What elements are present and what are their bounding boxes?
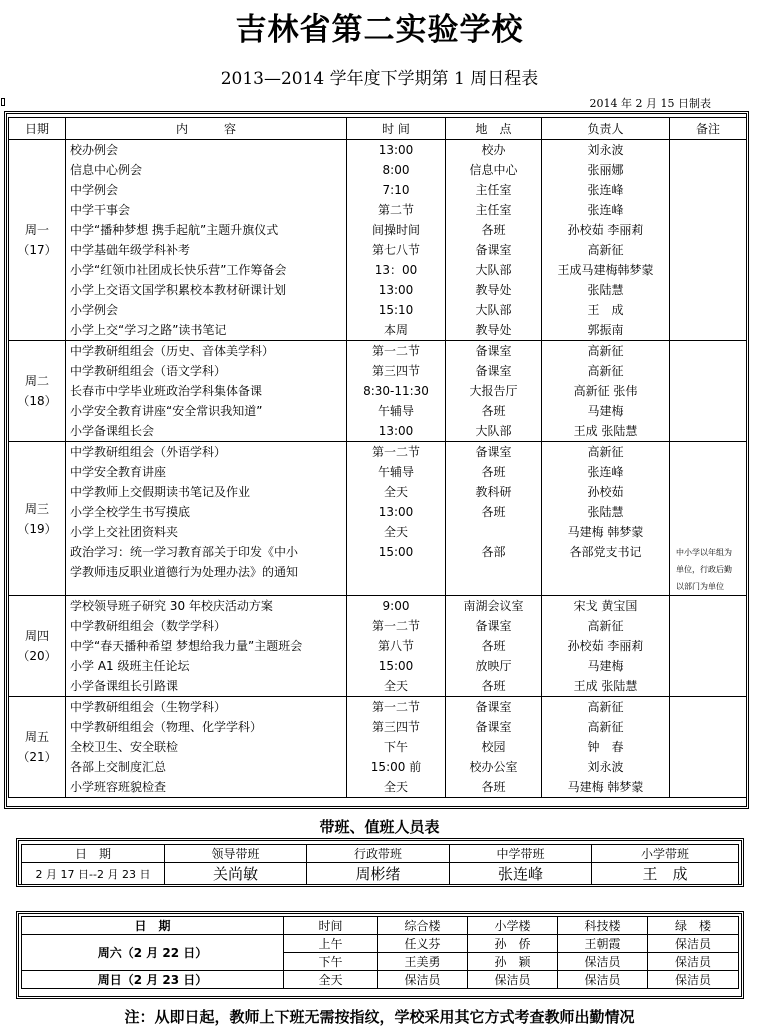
- item-content: 小学安全教育讲座“安全常识我知道”: [70, 404, 263, 418]
- item-person: 高新征: [587, 720, 624, 734]
- wk-sat-pm-zonghe: 王美勇: [378, 953, 468, 971]
- item-person: 钟 春: [587, 740, 624, 754]
- wk-sun-primary: 保洁员: [468, 971, 558, 989]
- item-content: 小学 A1 级班主任论坛: [70, 659, 190, 673]
- item-content: 小学备课组长引路课: [70, 679, 179, 693]
- day-row: [9, 341, 747, 442]
- day-name: 周四: [24, 629, 49, 643]
- col-place-cell: [446, 442, 542, 596]
- item-place: 备课室: [475, 445, 512, 459]
- item-person: 孙校茹 李丽莉: [567, 223, 644, 237]
- day-cell: [9, 596, 66, 697]
- duty-col-middle: 中学带班: [450, 845, 592, 863]
- item-content: 小学班容班貌检查: [70, 780, 167, 794]
- item-person: 张连峰: [587, 465, 624, 479]
- duty-leader: 关尚敏: [165, 863, 307, 885]
- item-time: 第二节: [377, 203, 414, 217]
- item-time: 午辅导: [377, 465, 414, 479]
- item-person: 王成 张陆慧: [573, 679, 638, 693]
- item-person: 高新征: [587, 445, 624, 459]
- wk-col-zonghe: 综合楼: [378, 917, 468, 935]
- item-time: 午辅导: [377, 404, 414, 418]
- item-person: 高新征: [587, 344, 624, 358]
- col-place-cell: [446, 341, 542, 442]
- wk-sun-green: 保洁员: [648, 971, 739, 989]
- item-content: 政治学习：统一学习教育部关于印发《中小: [70, 545, 299, 559]
- item-person: 高新征 张伟: [573, 384, 638, 398]
- item-person: 高新征: [587, 700, 624, 714]
- item-person: 孙校茹 李丽莉: [567, 639, 644, 653]
- day-number: （21）: [17, 750, 57, 764]
- col-content-cell: [66, 341, 347, 442]
- weekend-sat-am-row: [22, 935, 739, 953]
- item-place: 备课室: [475, 344, 512, 358]
- col-time-cell: [347, 596, 446, 697]
- item-content: 小学上交社团资料夹: [70, 525, 179, 539]
- margin-marker: [1, 98, 5, 106]
- item-content: 中学“播种梦想 携手起航”主题升旗仪式: [70, 223, 279, 237]
- remark-cell: [670, 140, 747, 341]
- item-person: 张丽娜: [587, 163, 624, 177]
- item-place: 大报告厅: [469, 384, 518, 398]
- item-content: 中学安全教育讲座: [70, 465, 167, 479]
- remark-cell: [670, 442, 747, 596]
- item-content: 中学教研组组会（生物学科）: [70, 700, 227, 714]
- item-time: 第一二节: [371, 619, 420, 633]
- wk-sat-pm-tech: 保洁员: [558, 953, 648, 971]
- day-cell: [9, 697, 66, 798]
- item-place: 备课室: [475, 720, 512, 734]
- made-on-date: 2014 年 2 月 15 日制表: [589, 97, 711, 110]
- day-cell: [9, 442, 66, 596]
- wk-sun-time: 全天: [284, 971, 378, 989]
- page-title: 吉林省第二实验学校: [235, 12, 524, 48]
- item-time: 第一二节: [371, 700, 420, 714]
- duty-header-row: [22, 845, 739, 863]
- wk-sat-pm-primary: 孙 颖: [468, 953, 558, 971]
- col-person-cell: [542, 140, 670, 341]
- day-name: 周五: [24, 730, 49, 744]
- item-content: 校办例会: [70, 143, 119, 157]
- item-content: 长春市中学毕业班政治学科集体备课: [70, 384, 263, 398]
- item-place: 备课室: [475, 243, 512, 257]
- col-content-cell: [66, 442, 347, 596]
- remark-cell: [670, 341, 747, 442]
- item-person: 各部党支书记: [569, 545, 642, 559]
- item-person: 马建梅 韩梦蒙: [567, 525, 644, 539]
- item-time: 第一二节: [371, 344, 420, 358]
- item-place: 各班: [481, 465, 506, 479]
- duty-table: [21, 844, 739, 885]
- item-time: [347, 562, 445, 582]
- day-name: 周三: [24, 501, 49, 516]
- item-content: 小学全校学生书写摸底: [70, 505, 191, 519]
- item-time: 全天: [383, 485, 408, 499]
- item-person: 刘永波: [587, 143, 624, 157]
- item-place: 各部: [481, 545, 506, 559]
- remark-line: 以部门为单位: [676, 582, 724, 591]
- item-content: 小学例会: [70, 303, 119, 317]
- item-time: 15:00 前: [370, 760, 422, 774]
- remark-line: 中小学以年组为: [676, 548, 732, 557]
- item-person: 张连峰: [587, 183, 624, 197]
- day-number: （20）: [17, 649, 57, 663]
- col-content-cell: [66, 140, 347, 341]
- item-person: 张陆慧: [587, 283, 624, 297]
- day-cell: [9, 341, 66, 442]
- item-place: 主任室: [475, 203, 512, 217]
- item-place: 校园: [481, 740, 506, 754]
- wk-sat-am-tech: 王朝霞: [558, 935, 648, 953]
- col-content-cell: [66, 596, 347, 697]
- item-time: 7:10: [382, 183, 410, 197]
- day-row: [9, 596, 747, 697]
- item-content: 中学干事会: [70, 203, 131, 217]
- duty-col-admin: 行政带班: [307, 845, 450, 863]
- item-time: 本周: [383, 323, 408, 337]
- item-place: 各班: [481, 780, 506, 794]
- item-content: 小学备课组长会: [70, 424, 155, 438]
- item-person: 刘永波: [587, 760, 624, 774]
- wk-col-time: 时间: [284, 917, 378, 935]
- item-place: 各班: [481, 505, 506, 519]
- item-content: 全校卫生、安全联检: [70, 740, 179, 754]
- item-person: 马建梅: [587, 404, 624, 418]
- weekend-sun-row: [22, 971, 739, 989]
- col-place-cell: [446, 697, 542, 798]
- duty-col-primary: 小学带班: [592, 845, 739, 863]
- item-place: 校办: [481, 143, 506, 157]
- wk-sat-am-zonghe: 任义芬: [378, 935, 468, 953]
- col-date: 日期: [9, 118, 66, 140]
- remark-line: 单位，行政后勤: [676, 565, 732, 574]
- item-place: 各班: [481, 679, 506, 693]
- wk-col-date: 日 期: [22, 917, 284, 935]
- col-time-cell: [347, 140, 446, 341]
- item-content: 学校领导班子研究 30 年校庆活动方案: [70, 599, 273, 613]
- col-time-cell: [347, 442, 446, 596]
- wk-sun-tech: 保洁员: [558, 971, 648, 989]
- col-content: 内 容: [66, 118, 347, 140]
- col-place-cell: [446, 140, 542, 341]
- day-number: （17）: [17, 243, 57, 257]
- item-place: 大队部: [475, 303, 512, 317]
- item-time: 13：00: [374, 263, 418, 277]
- col-time-cell: [347, 341, 446, 442]
- wk-sun-label: 周日（2 月 23 日）: [22, 971, 284, 989]
- col-time-cell: [347, 697, 446, 798]
- duty-row: [22, 863, 739, 885]
- remark-cell: [670, 596, 747, 697]
- wk-sat-pm-green: 保洁员: [648, 953, 739, 971]
- item-place: [446, 562, 541, 582]
- item-time: 第三四节: [371, 720, 420, 734]
- item-place: 教导处: [475, 283, 512, 297]
- col-place-cell: [446, 596, 542, 697]
- item-time: 第一二节: [371, 445, 420, 459]
- item-content: 小学“红领巾社团成长快乐营”工作筹备会: [70, 263, 287, 277]
- weekly-schedule-table: [8, 117, 747, 798]
- day-name: 周一: [24, 223, 49, 237]
- item-content: 中学教研组组会（数学学科）: [70, 619, 227, 633]
- item-place: 校办公室: [469, 760, 518, 774]
- item-content: 小学上交“学习之路”读书笔记: [70, 323, 227, 337]
- item-content: 中学教研组组会（历史、音体美学科）: [70, 344, 275, 358]
- item-place: 教科研: [475, 485, 512, 499]
- day-number: （18）: [17, 394, 57, 408]
- item-place: 备课室: [475, 700, 512, 714]
- item-time: 15:00: [378, 545, 414, 559]
- day-number: （19）: [17, 521, 57, 536]
- item-person: 王成 张陆慧: [573, 424, 638, 438]
- duty-col-leader: 领导带班: [165, 845, 307, 863]
- item-place: 备课室: [475, 619, 512, 633]
- day-row: [9, 697, 747, 798]
- item-place: 南湖会议室: [463, 599, 524, 613]
- item-time: 第三四节: [371, 364, 420, 378]
- col-person-cell: [542, 341, 670, 442]
- item-time: 13:00: [378, 505, 414, 519]
- item-person: 高新征: [587, 364, 624, 378]
- weekend-table: [21, 916, 739, 989]
- item-place: 教导处: [475, 323, 512, 337]
- item-person: 马建梅 韩梦蒙: [567, 780, 644, 794]
- wk-col-tech: 科技楼: [558, 917, 648, 935]
- item-place: [446, 522, 541, 542]
- item-content: 信息中心例会: [70, 163, 143, 177]
- item-time: 13:00: [378, 143, 414, 157]
- page-subtitle: 2013—2014 学年度下学期第 1 周日程表: [220, 69, 539, 89]
- item-place: 放映厅: [475, 659, 512, 673]
- item-place: 大队部: [475, 424, 512, 438]
- item-content: 中学教研组组会（物理、化学学科）: [70, 720, 263, 734]
- day-cell: [9, 140, 66, 341]
- day-name: 周二: [24, 374, 49, 388]
- item-person: 马建梅: [587, 659, 624, 673]
- item-person: 宋戈 黄宝国: [573, 599, 638, 613]
- item-person: 高新征: [587, 243, 624, 257]
- item-person: 王成马建梅韩梦蒙: [557, 263, 654, 277]
- item-content: 中学教师上交假期读书笔记及作业: [70, 485, 251, 499]
- col-person-cell: [542, 596, 670, 697]
- item-place: 大队部: [475, 263, 512, 277]
- item-content: 中学基础年级学科补考: [70, 243, 191, 257]
- col-person-cell: [542, 442, 670, 596]
- duty-date: 2 月 17 日--2 月 23 日: [22, 863, 165, 885]
- item-place: 信息中心: [469, 163, 518, 177]
- item-place: 各班: [481, 639, 506, 653]
- item-content: 学教师违反职业道德行为处理办法》的通知: [70, 565, 299, 579]
- item-time: 间操时间: [371, 223, 420, 237]
- duty-primary: 王 成: [592, 863, 739, 885]
- day-row: [9, 140, 747, 341]
- item-person: 郭振南: [587, 323, 624, 337]
- wk-sun-zonghe: 保洁员: [378, 971, 468, 989]
- item-person: 高新征: [587, 619, 624, 633]
- item-person: 张连峰: [587, 203, 624, 217]
- item-person: [542, 562, 669, 582]
- col-person: 负责人: [542, 118, 670, 140]
- item-place: 各班: [481, 404, 506, 418]
- footnote: 注：从即日起，教师上下班无需按指纹，学校采用其它方式考查教师出勤情况: [124, 1008, 635, 1026]
- item-content: 小学上交语文国学积累校本教材研课计划: [70, 283, 287, 297]
- item-person: 王 成: [587, 303, 624, 317]
- wk-sat-label: 周六（2 月 22 日）: [22, 935, 284, 971]
- item-content: 中学教研组组会（语文学科）: [70, 364, 227, 378]
- duty-heading: 带班、值班人员表: [319, 818, 440, 836]
- remark-cell: [670, 697, 747, 798]
- item-time: 13:00: [378, 283, 414, 297]
- wk-sat-am-time: 上午: [284, 935, 378, 953]
- item-time: 8:00: [382, 163, 410, 177]
- wk-sat-am-primary: 孙 侨: [468, 935, 558, 953]
- duty-col-date: 日 期: [22, 845, 165, 863]
- item-place: 备课室: [475, 364, 512, 378]
- item-content: 中学“春天播种希望 梦想给我力量”主题班会: [70, 639, 303, 653]
- wk-sat-pm-time: 下午: [284, 953, 378, 971]
- item-time: 第八节: [377, 639, 414, 653]
- item-time: 8:30-11:30: [363, 384, 429, 398]
- schedule-header-row: [9, 118, 747, 140]
- duty-admin: 周彬绪: [307, 863, 450, 885]
- weekend-header-row: [22, 917, 739, 935]
- item-place: 主任室: [475, 183, 512, 197]
- wk-col-primary: 小学楼: [468, 917, 558, 935]
- col-remark: 备注: [670, 118, 747, 140]
- col-time: 时 间: [347, 118, 446, 140]
- duty-middle: 张连峰: [450, 863, 592, 885]
- item-time: 全天: [383, 679, 408, 693]
- item-content: 中学教研组组会（外语学科）: [70, 445, 227, 459]
- item-person: 张陆慧: [587, 505, 624, 519]
- item-time: 13:00: [378, 424, 414, 438]
- item-content: 各部上交制度汇总: [70, 760, 167, 774]
- item-time: 下午: [383, 740, 408, 754]
- wk-col-green: 绿 楼: [648, 917, 739, 935]
- item-time: 第七八节: [371, 243, 420, 257]
- item-time: 15:00: [378, 659, 414, 673]
- col-content-cell: [66, 697, 347, 798]
- item-time: 全天: [383, 780, 408, 794]
- item-person: 孙校茹: [587, 485, 624, 499]
- wk-sat-am-green: 保洁员: [648, 935, 739, 953]
- col-place: 地 点: [446, 118, 542, 140]
- item-time: 全天: [383, 525, 408, 539]
- item-place: 各班: [481, 223, 506, 237]
- col-person-cell: [542, 697, 670, 798]
- item-time: 9:00: [382, 599, 410, 613]
- item-content: 中学例会: [70, 183, 119, 197]
- item-time: 15:10: [378, 303, 414, 317]
- day-row: [9, 442, 747, 596]
